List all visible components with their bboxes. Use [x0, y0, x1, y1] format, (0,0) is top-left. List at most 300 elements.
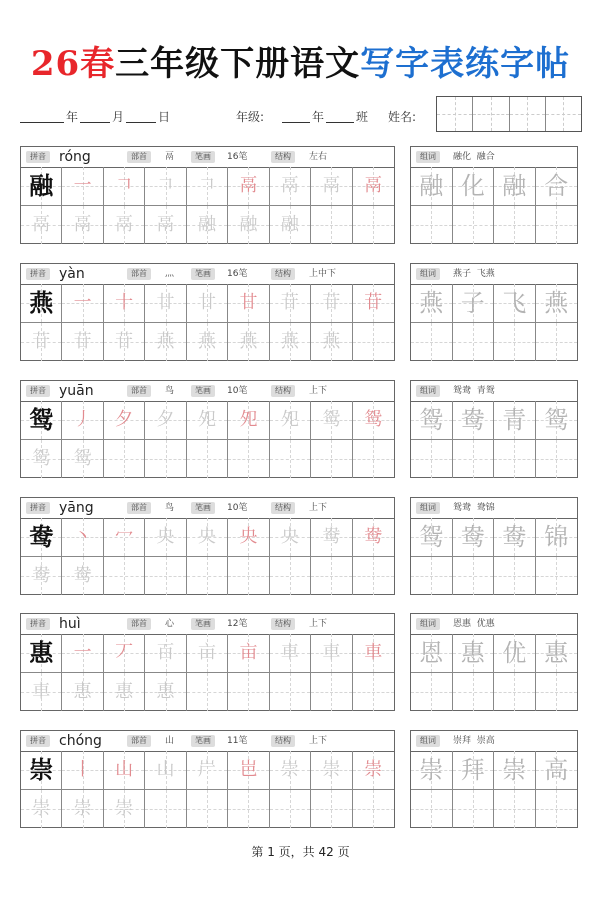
words-grid	[411, 751, 577, 828]
pinyin-value: róng	[59, 149, 91, 165]
grid-cell[interactable]	[353, 284, 394, 323]
grid-cell[interactable]	[228, 323, 269, 362]
grid-cell[interactable]	[453, 790, 495, 829]
main-char: 燕	[29, 287, 54, 317]
year-label: 年	[66, 110, 79, 124]
grid-cell[interactable]	[187, 673, 228, 712]
grid-cell[interactable]	[62, 751, 103, 790]
grid-cell[interactable]	[104, 751, 145, 790]
words-header	[411, 498, 577, 519]
grid-cell[interactable]	[536, 206, 578, 245]
radical-tag: 部首	[127, 385, 151, 397]
words-header	[411, 381, 577, 402]
title-part-1: 26春	[30, 44, 116, 84]
trace-char: 燕	[280, 330, 299, 352]
word-char: 拜	[460, 755, 485, 784]
trace-char: 融	[197, 213, 216, 235]
grid-cell[interactable]	[62, 206, 103, 245]
grid-cell[interactable]	[494, 673, 536, 712]
grid-cell[interactable]	[228, 634, 269, 673]
month-blank[interactable]	[80, 122, 110, 123]
grid-cell[interactable]	[104, 673, 145, 712]
stroke-trace: 夗	[280, 408, 299, 430]
stroke-trace: 央	[280, 525, 299, 547]
month-label: 月	[112, 110, 125, 124]
grid-cell[interactable]	[270, 323, 311, 362]
name-boxes[interactable]	[436, 96, 582, 132]
grid-cell[interactable]	[104, 323, 145, 362]
words-block-1	[410, 146, 578, 244]
grid-cell[interactable]	[453, 634, 495, 673]
grid-cell[interactable]	[145, 673, 186, 712]
stroke-trace: 亩	[239, 641, 258, 663]
char-header	[21, 381, 394, 402]
grid-cell[interactable]	[453, 284, 495, 323]
stroke-trace: 車	[280, 641, 299, 663]
structure-value: 左右	[309, 152, 328, 162]
grid-cell[interactable]	[536, 518, 578, 557]
grid-cell[interactable]	[228, 440, 269, 479]
char-block-1	[20, 146, 395, 244]
stroke-trace: 夗	[197, 408, 216, 430]
grid-cell[interactable]	[411, 557, 453, 596]
word-char: 优	[502, 638, 527, 667]
word-char: 惠	[544, 638, 569, 667]
structure-tag: 结构	[271, 735, 295, 747]
stroke-trace: 鬲	[364, 174, 383, 196]
radical-value: 鬲	[165, 152, 175, 162]
grid-cell[interactable]	[453, 518, 495, 557]
char-block-3	[20, 380, 395, 478]
stroke-trace: 一	[73, 174, 92, 196]
pinyin-value: yāng	[59, 500, 94, 516]
grid-cell[interactable]	[270, 790, 311, 829]
grid-cell[interactable]	[453, 401, 495, 440]
grid-cell[interactable]	[494, 557, 536, 596]
grid-cell[interactable]	[21, 790, 62, 829]
radical-tag: 部首	[127, 735, 151, 747]
grid-cell[interactable]	[145, 751, 186, 790]
grid-cell[interactable]	[353, 206, 394, 245]
grid-cell[interactable]	[536, 440, 578, 479]
words-block-5	[410, 613, 578, 711]
structure-tag: 结构	[271, 385, 295, 397]
grid-cell[interactable]	[228, 557, 269, 596]
stroke-trace: 車	[364, 641, 383, 663]
practice-grid	[21, 751, 394, 828]
grid-cell[interactable]	[536, 557, 578, 596]
grid-cell[interactable]	[353, 634, 394, 673]
grid-cell[interactable]	[270, 284, 311, 323]
grid-cell[interactable]	[270, 167, 311, 206]
structure-tag: 结构	[271, 502, 295, 514]
word-char: 鸯	[460, 522, 485, 551]
grid-cell[interactable]	[21, 284, 62, 323]
stroke-trace: 丶	[73, 525, 92, 547]
grid-cell[interactable]	[228, 401, 269, 440]
grid-cell[interactable]	[187, 206, 228, 245]
words-block-2	[410, 263, 578, 361]
words-tag: 组词	[416, 385, 440, 397]
grid-cell[interactable]	[62, 284, 103, 323]
grid-cell[interactable]	[104, 557, 145, 596]
grid-cell[interactable]	[187, 401, 228, 440]
char-block-4	[20, 497, 395, 595]
grid-cell[interactable]	[536, 634, 578, 673]
grid-cell[interactable]	[311, 518, 352, 557]
grid-cell[interactable]	[494, 167, 536, 206]
trace-char: 燕	[156, 330, 175, 352]
words-value: 鸳鸯 青鸳	[453, 386, 495, 396]
trace-char: 苷	[73, 330, 92, 352]
strokes-tag: 笔画	[191, 735, 215, 747]
grid-cell[interactable]	[187, 518, 228, 557]
grid-cell[interactable]	[21, 323, 62, 362]
char-header	[21, 614, 394, 635]
grid-cell[interactable]	[411, 284, 453, 323]
grid-cell[interactable]	[411, 790, 453, 829]
grid-cell[interactable]	[187, 440, 228, 479]
strokes-tag: 笔画	[191, 502, 215, 514]
strokes-value: 10笔	[227, 503, 248, 513]
grid-cell[interactable]	[228, 518, 269, 557]
grid-cell[interactable]	[453, 323, 495, 362]
structure-value: 上下	[309, 619, 328, 629]
grid-cell[interactable]	[187, 751, 228, 790]
grid-cell[interactable]	[536, 323, 578, 362]
stroke-trace: 丆	[115, 641, 134, 663]
structure-value: 上下	[309, 503, 328, 513]
grid-cell[interactable]	[228, 167, 269, 206]
trace-char: 鬲	[115, 213, 134, 235]
word-char: 融	[419, 171, 444, 200]
grid-cell[interactable]	[453, 751, 495, 790]
stroke-trace: 鬲	[322, 174, 341, 196]
grid-cell[interactable]	[145, 634, 186, 673]
words-block-4	[410, 497, 578, 595]
pinyin-value: yuān	[59, 383, 94, 399]
grid-cell[interactable]	[145, 440, 186, 479]
practice-grid	[21, 284, 394, 361]
stroke-trace: 山	[115, 758, 134, 780]
trace-char: 鬲	[73, 213, 92, 235]
grid-cell[interactable]	[270, 206, 311, 245]
stroke-trace: 百	[156, 641, 175, 663]
word-char: 崇	[419, 755, 444, 784]
grid-cell[interactable]	[311, 557, 352, 596]
grid-cell[interactable]	[270, 557, 311, 596]
grid-cell[interactable]	[270, 440, 311, 479]
grid-cell[interactable]	[145, 557, 186, 596]
grid-cell[interactable]	[536, 284, 578, 323]
class-blank[interactable]	[326, 122, 354, 123]
trace-char: 苷	[32, 330, 51, 352]
words-tag: 组词	[416, 618, 440, 630]
grid-cell[interactable]	[62, 401, 103, 440]
grid-cell[interactable]	[21, 557, 62, 596]
day-label: 日	[158, 110, 171, 124]
grid-cell[interactable]	[104, 167, 145, 206]
grid-cell[interactable]	[311, 790, 352, 829]
grid-cell[interactable]	[62, 634, 103, 673]
grid-cell[interactable]	[270, 634, 311, 673]
stroke-trace: 夕	[156, 408, 175, 430]
char-header	[21, 731, 394, 752]
stroke-trace: 鸯	[364, 525, 383, 547]
grid-cell[interactable]	[145, 206, 186, 245]
grid-cell[interactable]	[62, 323, 103, 362]
grid-cell[interactable]	[228, 751, 269, 790]
grid-cell[interactable]	[104, 284, 145, 323]
grid-cell[interactable]	[353, 167, 394, 206]
grid-cell[interactable]	[270, 401, 311, 440]
grid-cell[interactable]	[145, 284, 186, 323]
grid-cell[interactable]	[453, 557, 495, 596]
pinyin-tag: 拼音	[26, 268, 50, 280]
grid-cell[interactable]	[21, 401, 62, 440]
grid-cell[interactable]	[494, 790, 536, 829]
grid-cell[interactable]	[62, 790, 103, 829]
grid-cell[interactable]	[411, 206, 453, 245]
strokes-tag: 笔画	[191, 151, 215, 163]
grid-cell[interactable]	[21, 167, 62, 206]
radical-value: 鸟	[165, 503, 175, 513]
trace-char: 鸳	[32, 447, 51, 469]
grid-cell[interactable]	[494, 751, 536, 790]
stroke-trace: 丨	[73, 758, 92, 780]
grid-cell[interactable]	[62, 167, 103, 206]
grid-cell[interactable]	[21, 518, 62, 557]
structure-value: 上下	[309, 386, 328, 396]
grid-cell[interactable]	[536, 401, 578, 440]
grid-cell[interactable]	[353, 790, 394, 829]
stroke-trace: 冖	[115, 525, 134, 547]
grid-cell[interactable]	[187, 284, 228, 323]
grid-cell[interactable]	[311, 206, 352, 245]
day-blank[interactable]	[126, 122, 156, 123]
grid-cell[interactable]	[353, 673, 394, 712]
trace-char: 燕	[322, 330, 341, 352]
grid-cell[interactable]	[311, 167, 352, 206]
word-char: 锦	[544, 522, 569, 551]
words-header	[411, 731, 577, 752]
trace-char: 惠	[73, 680, 92, 702]
grid-cell[interactable]	[187, 557, 228, 596]
stroke-trace: 鬲	[239, 174, 258, 196]
word-char: 飞	[502, 288, 527, 317]
radical-tag: 部首	[127, 151, 151, 163]
trace-char: 鬲	[156, 213, 175, 235]
grid-cell[interactable]	[228, 284, 269, 323]
stroke-trace: 屵	[197, 758, 216, 780]
grid-cell[interactable]	[494, 323, 536, 362]
words-tag: 组词	[416, 502, 440, 514]
strokes-value: 11笔	[227, 736, 248, 746]
stroke-trace: 央	[239, 525, 258, 547]
words-value: 恩惠 优惠	[453, 619, 495, 629]
grid-cell[interactable]	[536, 673, 578, 712]
grid-cell[interactable]	[411, 167, 453, 206]
stroke-trace: 廿	[156, 291, 175, 313]
grid-cell[interactable]	[411, 440, 453, 479]
name-label: 姓名:	[388, 110, 417, 124]
trace-char: 融	[239, 213, 258, 235]
grid-cell[interactable]	[411, 751, 453, 790]
grade-blank[interactable]	[282, 122, 310, 123]
strokes-value: 16笔	[227, 269, 248, 279]
grid-cell[interactable]	[411, 634, 453, 673]
trace-char: 崇	[115, 797, 134, 819]
grid-cell[interactable]	[228, 790, 269, 829]
grid-cell[interactable]	[187, 167, 228, 206]
trace-char: 車	[32, 680, 51, 702]
grid-cell[interactable]	[494, 634, 536, 673]
grid-cell[interactable]	[145, 790, 186, 829]
grid-cell[interactable]	[311, 323, 352, 362]
grid-cell[interactable]	[104, 634, 145, 673]
grid-cell[interactable]	[353, 751, 394, 790]
grid-cell[interactable]	[104, 790, 145, 829]
grid-cell[interactable]	[21, 440, 62, 479]
word-char: 惠	[460, 638, 485, 667]
stroke-trace: 苷	[280, 291, 299, 313]
grid-cell[interactable]	[145, 323, 186, 362]
word-char: 鸳	[544, 405, 569, 434]
grid-cell[interactable]	[453, 440, 495, 479]
grid-cell[interactable]	[21, 673, 62, 712]
grid-cell[interactable]	[187, 323, 228, 362]
grid-cell[interactable]	[453, 206, 495, 245]
grid-cell[interactable]	[62, 440, 103, 479]
grid-cell[interactable]	[270, 518, 311, 557]
grid-cell[interactable]	[62, 673, 103, 712]
grid-cell[interactable]	[104, 518, 145, 557]
grid-cell[interactable]	[21, 206, 62, 245]
grid-cell[interactable]	[62, 518, 103, 557]
char-header	[21, 498, 394, 519]
grid-cell[interactable]	[21, 751, 62, 790]
word-char: 青	[502, 405, 527, 434]
page-title	[0, 40, 601, 88]
grid-cell[interactable]	[104, 206, 145, 245]
strokes-value: 12笔	[227, 619, 248, 629]
grid-cell[interactable]	[145, 401, 186, 440]
pinyin-tag: 拼音	[26, 385, 50, 397]
grid-cell[interactable]	[494, 284, 536, 323]
practice-grid	[21, 401, 394, 478]
words-grid	[411, 634, 577, 711]
stroke-trace: 崇	[364, 758, 383, 780]
grid-cell[interactable]	[353, 557, 394, 596]
page-footer: 第 1 页，共 42 页	[251, 845, 350, 859]
word-char: 鸯	[502, 522, 527, 551]
stroke-trace: 鸯	[322, 525, 341, 547]
grid-cell[interactable]	[453, 673, 495, 712]
class-label: 班	[356, 110, 369, 124]
grid-cell[interactable]	[311, 673, 352, 712]
pinyin-value: yàn	[59, 266, 85, 282]
grid-cell[interactable]	[536, 751, 578, 790]
main-char: 融	[29, 170, 54, 200]
words-header	[411, 614, 577, 635]
grid-cell[interactable]	[494, 518, 536, 557]
stroke-trace: 夗	[239, 408, 258, 430]
grid-cell[interactable]	[311, 440, 352, 479]
grid-cell[interactable]	[187, 634, 228, 673]
words-grid	[411, 167, 577, 244]
grid-cell[interactable]	[353, 518, 394, 557]
pinyin-value: huì	[59, 616, 81, 632]
grid-cell[interactable]	[187, 790, 228, 829]
radical-value: 灬	[165, 269, 175, 279]
grid-cell[interactable]	[536, 790, 578, 829]
grid-cell[interactable]	[62, 557, 103, 596]
radical-tag: 部首	[127, 268, 151, 280]
year-blank[interactable]	[20, 122, 64, 123]
grid-cell[interactable]	[270, 751, 311, 790]
main-char: 惠	[29, 637, 54, 667]
stroke-trace: 一	[73, 641, 92, 663]
grid-cell[interactable]	[453, 167, 495, 206]
stroke-trace: 甘	[239, 291, 258, 313]
trace-char: 鸳	[73, 447, 92, 469]
words-tag: 组词	[416, 151, 440, 163]
info-row	[20, 96, 581, 132]
grid-cell[interactable]	[411, 673, 453, 712]
stroke-trace: 鸳	[322, 408, 341, 430]
grid-cell[interactable]	[411, 401, 453, 440]
grid-cell[interactable]	[104, 440, 145, 479]
stroke-trace: 央	[156, 525, 175, 547]
practice-grid	[21, 634, 394, 711]
word-char: 高	[544, 755, 569, 784]
grid-cell[interactable]	[353, 323, 394, 362]
grid-cell[interactable]	[145, 518, 186, 557]
grid-cell[interactable]	[228, 206, 269, 245]
grid-cell[interactable]	[311, 751, 352, 790]
words-grid	[411, 401, 577, 478]
stroke-trace: 山	[156, 758, 175, 780]
grid-cell[interactable]	[494, 206, 536, 245]
radical-tag: 部首	[127, 502, 151, 514]
grid-cell[interactable]	[104, 401, 145, 440]
grid-cell[interactable]	[228, 673, 269, 712]
grid-cell[interactable]	[270, 673, 311, 712]
grid-cell[interactable]	[353, 401, 394, 440]
grid-cell[interactable]	[311, 634, 352, 673]
grid-cell[interactable]	[536, 167, 578, 206]
word-char: 合	[544, 171, 569, 200]
grid-cell[interactable]	[494, 440, 536, 479]
words-block-6	[410, 730, 578, 828]
stroke-trace: 苷	[364, 291, 383, 313]
grid-cell[interactable]	[21, 634, 62, 673]
stroke-trace: 𠃍	[115, 174, 134, 196]
strokes-value: 16笔	[227, 152, 248, 162]
grid-cell[interactable]	[145, 167, 186, 206]
structure-value: 上中下	[309, 269, 337, 279]
grid-cell[interactable]	[311, 401, 352, 440]
practice-grid	[21, 167, 394, 244]
title-part-3: 写字表练字帖	[360, 44, 571, 84]
grid-cell[interactable]	[353, 440, 394, 479]
char-block-6	[20, 730, 395, 828]
grid-cell[interactable]	[494, 401, 536, 440]
grid-cell[interactable]	[411, 323, 453, 362]
grid-cell[interactable]	[411, 518, 453, 557]
grid-cell[interactable]	[311, 284, 352, 323]
radical-value: 山	[165, 736, 175, 746]
